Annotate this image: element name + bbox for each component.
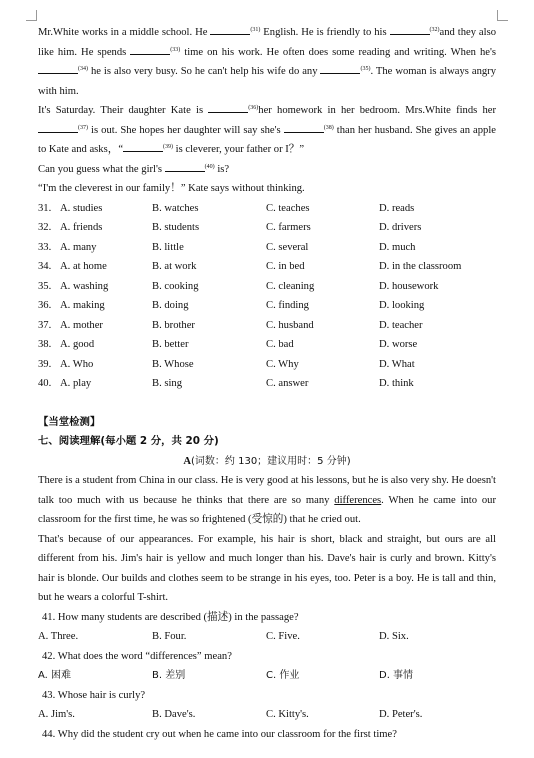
option-c: C. Why bbox=[266, 358, 299, 370]
option-row bbox=[38, 296, 496, 316]
option-row bbox=[38, 199, 496, 219]
blank-number: (40) bbox=[204, 163, 215, 170]
option-c: C. in bed bbox=[266, 261, 305, 272]
cloze-paragraph-3 bbox=[38, 160, 496, 180]
option-d: D. 事情 bbox=[379, 670, 414, 681]
blank-number: (35) bbox=[360, 66, 371, 72]
option-d: D. much bbox=[379, 241, 416, 253]
blank-39 bbox=[123, 140, 163, 152]
text-run: is out. She hopes her daughter will say she's bbox=[88, 124, 284, 136]
blank-33 bbox=[130, 43, 170, 55]
blank-number: (32) bbox=[429, 27, 440, 33]
option-d: D. housework bbox=[379, 280, 439, 292]
question-number: 37. bbox=[38, 319, 52, 331]
question-number: 40. bbox=[38, 378, 52, 389]
option-a: A. Who bbox=[60, 358, 94, 370]
section-bracket-title: 【当堂检测】 bbox=[38, 415, 101, 428]
question-number: 32. bbox=[38, 222, 52, 233]
question-number: 36. bbox=[38, 300, 52, 311]
option-a: A. 困难 bbox=[38, 670, 72, 681]
cloze-options-list bbox=[38, 199, 496, 394]
option-a: A. good bbox=[60, 339, 95, 350]
option-a: A. studies bbox=[60, 202, 103, 214]
question-text: 42. What does the word “differences” mean? bbox=[42, 650, 232, 662]
blank-36 bbox=[208, 101, 248, 113]
option-d: D. Peter's. bbox=[379, 709, 423, 720]
question-text: 41. How many students are described (描述) in the passage? bbox=[42, 611, 299, 623]
text-run: time on his work. He often does some reading and writing. When he's bbox=[180, 46, 496, 58]
option-a: A. at home bbox=[60, 261, 107, 272]
option-a: A. washing bbox=[60, 280, 109, 292]
blank-37 bbox=[38, 121, 78, 133]
option-b: B. cooking bbox=[152, 280, 199, 292]
option-a: A. making bbox=[60, 300, 105, 311]
option-b: B. little bbox=[152, 241, 184, 253]
blank-34 bbox=[38, 62, 78, 74]
option-row bbox=[38, 705, 496, 725]
text-run: than her husband. She gives an apple to Kate and asks，“ bbox=[38, 124, 496, 155]
question-number: 33. bbox=[38, 241, 52, 253]
cloze-paragraph-4: “I'm the cleverest in our family！” Kate says without thinking. bbox=[38, 183, 305, 194]
crop-mark-top-left bbox=[26, 10, 37, 21]
option-d: D. in the classroom bbox=[379, 261, 462, 272]
option-b: B. sing bbox=[152, 378, 183, 389]
option-row bbox=[38, 277, 496, 297]
option-a: A. many bbox=[60, 241, 97, 253]
option-c: C. Kitty's. bbox=[266, 709, 309, 720]
question-number: 39. bbox=[38, 358, 52, 370]
option-b: B. doing bbox=[152, 300, 189, 311]
option-b: B. at work bbox=[152, 261, 197, 272]
option-b: B. Dave's. bbox=[152, 709, 196, 720]
text-run: and they also like him. He spends bbox=[38, 27, 496, 58]
option-row bbox=[38, 257, 496, 277]
text-run: her homework in her bedroom. Mrs.White finds her bbox=[258, 105, 496, 116]
blank-35 bbox=[320, 62, 360, 74]
option-row bbox=[38, 218, 496, 238]
text-run: is? bbox=[214, 163, 230, 175]
blank-number: (39) bbox=[163, 144, 174, 150]
option-b: B. better bbox=[152, 339, 189, 350]
blank-number: (31) bbox=[250, 27, 261, 33]
passage-meta: (词数：约 130；建议用时：5 分钟) bbox=[191, 455, 351, 467]
option-b: B. students bbox=[152, 222, 200, 233]
blank-40 bbox=[165, 160, 205, 172]
blank-number: (33) bbox=[170, 46, 181, 53]
blank-38 bbox=[284, 121, 324, 133]
option-b: B. watches bbox=[152, 202, 199, 214]
option-row bbox=[38, 666, 496, 686]
option-c: C. 作业 bbox=[266, 670, 300, 681]
option-d: D. reads bbox=[379, 202, 415, 214]
option-b: B. Whose bbox=[152, 358, 194, 370]
text-run: . When he came into our classroom for the first time, he was so frightened (受惊的) that he cried out. bbox=[38, 494, 496, 525]
option-row bbox=[38, 316, 496, 336]
option-a: A. Three. bbox=[38, 631, 79, 642]
option-row bbox=[38, 335, 496, 355]
option-a: A. friends bbox=[60, 222, 103, 233]
question-number: 34. bbox=[38, 261, 52, 272]
cloze-paragraph-2 bbox=[38, 101, 496, 160]
text-run: is cleverer, your father or I？” bbox=[173, 144, 305, 155]
question-number: 31. bbox=[38, 202, 52, 214]
option-b: B. Four. bbox=[152, 631, 187, 642]
option-c: C. Five. bbox=[266, 631, 300, 642]
option-d: D. What bbox=[379, 358, 415, 370]
option-a: A. Jim's. bbox=[38, 709, 75, 720]
option-row bbox=[38, 627, 496, 647]
text-run: It's Saturday. Their daughter Kate is bbox=[38, 105, 209, 116]
section-part-title: 七、阅读理解(每小题 2 分，共 20 分) bbox=[38, 435, 219, 447]
blank-31 bbox=[210, 23, 250, 35]
option-c: C. cleaning bbox=[266, 280, 315, 292]
document-page bbox=[38, 23, 496, 744]
questions-list bbox=[38, 608, 496, 745]
option-b: B. brother bbox=[152, 319, 195, 331]
question-number: 38. bbox=[38, 339, 52, 350]
option-c: C. husband bbox=[266, 319, 314, 331]
text-run: English. He is friendly to his bbox=[260, 27, 390, 38]
option-c: C. bad bbox=[266, 339, 294, 350]
text-run: Mr.White works in a middle school. He bbox=[38, 27, 211, 38]
text-run: he is also very busy. So he can't help his wife do any bbox=[88, 66, 321, 77]
option-d: D. think bbox=[379, 378, 414, 389]
option-b: B. 差别 bbox=[152, 670, 186, 681]
cloze-paragraph-1 bbox=[38, 23, 496, 101]
reading-paragraph-1 bbox=[38, 471, 496, 530]
option-c: C. farmers bbox=[266, 222, 311, 233]
option-d: D. teacher bbox=[379, 319, 423, 331]
question-text: 44. Why did the student cry out when he came into our classroom for the first time? bbox=[42, 728, 397, 740]
blank-number: (34) bbox=[78, 66, 88, 72]
blank-number: (36) bbox=[248, 105, 259, 111]
passage-title bbox=[38, 452, 496, 472]
blank-number: (38) bbox=[323, 124, 334, 131]
reading-paragraph-2: That's because of our appearances. For example, his hair is short, black and straight, but ours are all different from his. Jim's hair is yellow and much longer than his. Dave's hair is curly and brown. Kitty's hair is blonde. Our builds and clothes seem to be strange in his eyes, too. Peter is a boy. He is tall and thin, but he wears a colorful T-shirt. bbox=[38, 533, 496, 603]
option-d: D. looking bbox=[379, 300, 425, 311]
text-run: There is a student from China in our class. He is very good at his lessons, but he is also very shy. He doesn't talk too much with us because he thinks that there are so many bbox=[38, 475, 496, 506]
option-c: C. teaches bbox=[266, 202, 310, 214]
option-c: C. finding bbox=[266, 300, 309, 311]
text-run: Can you guess what the girl's bbox=[38, 163, 165, 175]
option-c: C. several bbox=[266, 241, 309, 253]
passage-label: A bbox=[183, 455, 192, 467]
option-a: A. mother bbox=[60, 319, 103, 331]
underlined-word: differences bbox=[334, 494, 382, 506]
blank-32 bbox=[390, 23, 430, 35]
option-c: C. answer bbox=[266, 378, 309, 389]
question-text: 43. Whose hair is curly? bbox=[42, 689, 146, 701]
text-run: . The woman is always angry with him. bbox=[38, 66, 496, 97]
option-d: D. Six. bbox=[379, 631, 409, 642]
option-row bbox=[38, 355, 496, 375]
option-a: A. play bbox=[60, 378, 92, 389]
option-row bbox=[38, 238, 496, 258]
blank-number: (37) bbox=[78, 124, 88, 131]
option-row bbox=[38, 374, 496, 394]
crop-mark-top-right bbox=[497, 10, 508, 21]
question-number: 35. bbox=[38, 280, 52, 292]
option-d: D. worse bbox=[379, 339, 418, 350]
option-d: D. drivers bbox=[379, 222, 422, 233]
